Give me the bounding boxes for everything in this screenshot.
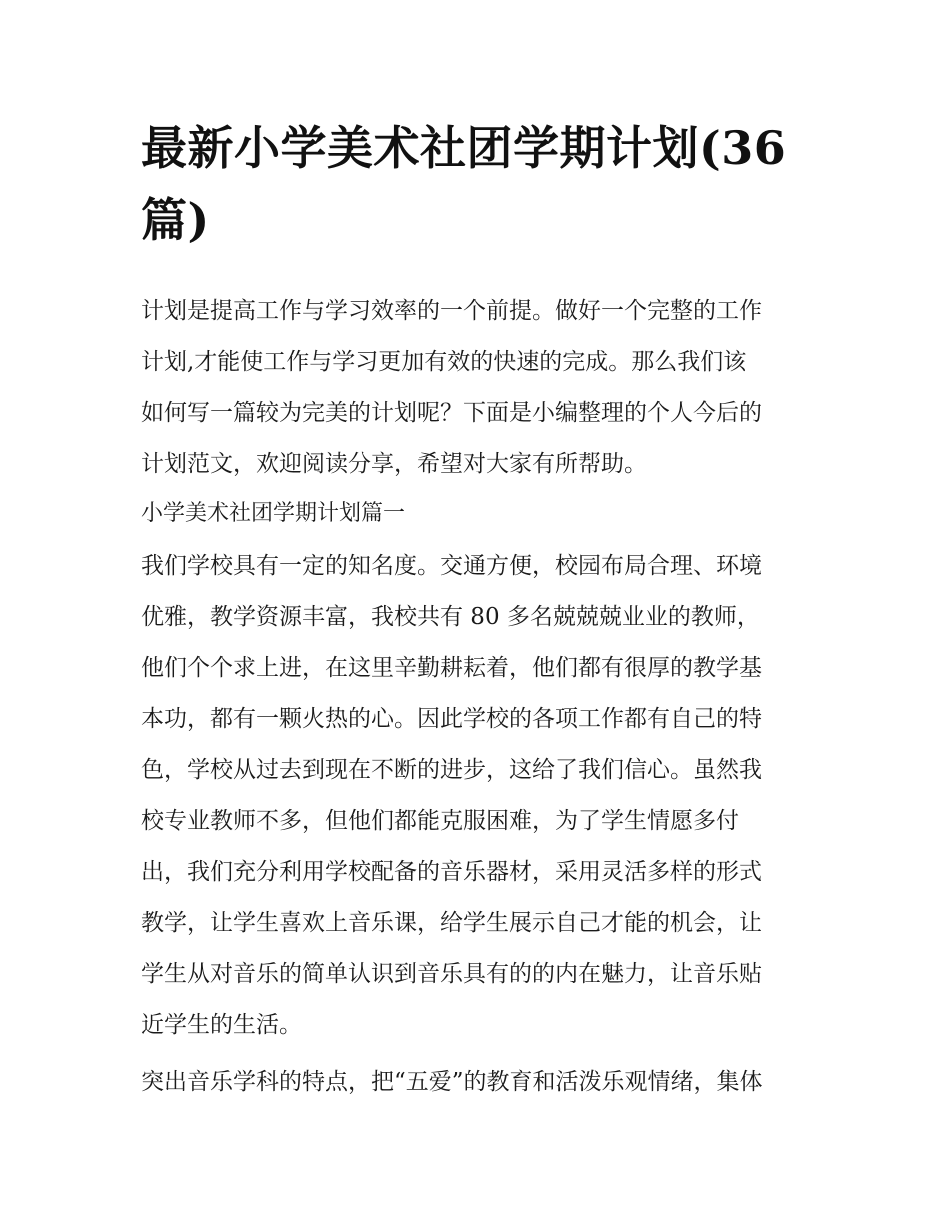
text-line: 我们学校具有一定的知名度。交通方便，校园布局合理、环境 (141, 553, 762, 579)
text-line: 色，学校从过去到现在不断的进步，这给了我们信心。虽然我 (141, 757, 762, 783)
last-paragraph (141, 1057, 811, 1108)
text-line: 计划范文，欢迎阅读分享，希望对大家有所帮助。 (141, 451, 647, 477)
section-heading: 小学美术社团学期计划篇一 (141, 501, 406, 526)
text-line: 计划是提高工作与学习效率的一个前提。做好一个完整的工作 (141, 298, 762, 324)
text-line: 如何写一篇较为完美的计划呢？下面是小编整理的个人今后的 (141, 400, 762, 426)
title-line: 篇) (141, 193, 210, 247)
text-line: 本功，都有一颗火热的心。因此学校的各项工作都有自己的特 (141, 706, 762, 732)
document-content (141, 112, 811, 1108)
text-line: 近学生的生活。 (141, 1012, 302, 1038)
document-title (141, 112, 811, 256)
text-line: 学生从对音乐的简单认识到音乐具有的的内在魅力，让音乐贴 (141, 961, 762, 987)
text-line: 他们个个求上进，在这里辛勤耕耘着，他们都有很厚的教学基 (141, 655, 762, 681)
text-line: 教学，让学生喜欢上音乐课，给学生展示自己才能的机会，让 (141, 910, 762, 936)
text-line: 出，我们充分利用学校配备的音乐器材，采用灵活多样的形式 (141, 859, 762, 885)
text-line: 校专业教师不多，但他们都能克服困难，为了学生情愿多付 (141, 808, 739, 834)
text-line: 优雅，教学资源丰富，我校共有 80 多名兢兢兢业业的教师， (141, 604, 760, 630)
text-line: 突出音乐学科的特点，把“五爱”的教育和活泼乐观情绪，集体 (141, 1069, 763, 1095)
body-paragraph (141, 541, 811, 1051)
title-line: 最新小学美术社团学期计划(36 (141, 121, 787, 175)
text-line: 计划,才能使工作与学习更加有效的快速的完成。那么我们该 (141, 349, 747, 375)
intro-paragraph (141, 286, 811, 490)
